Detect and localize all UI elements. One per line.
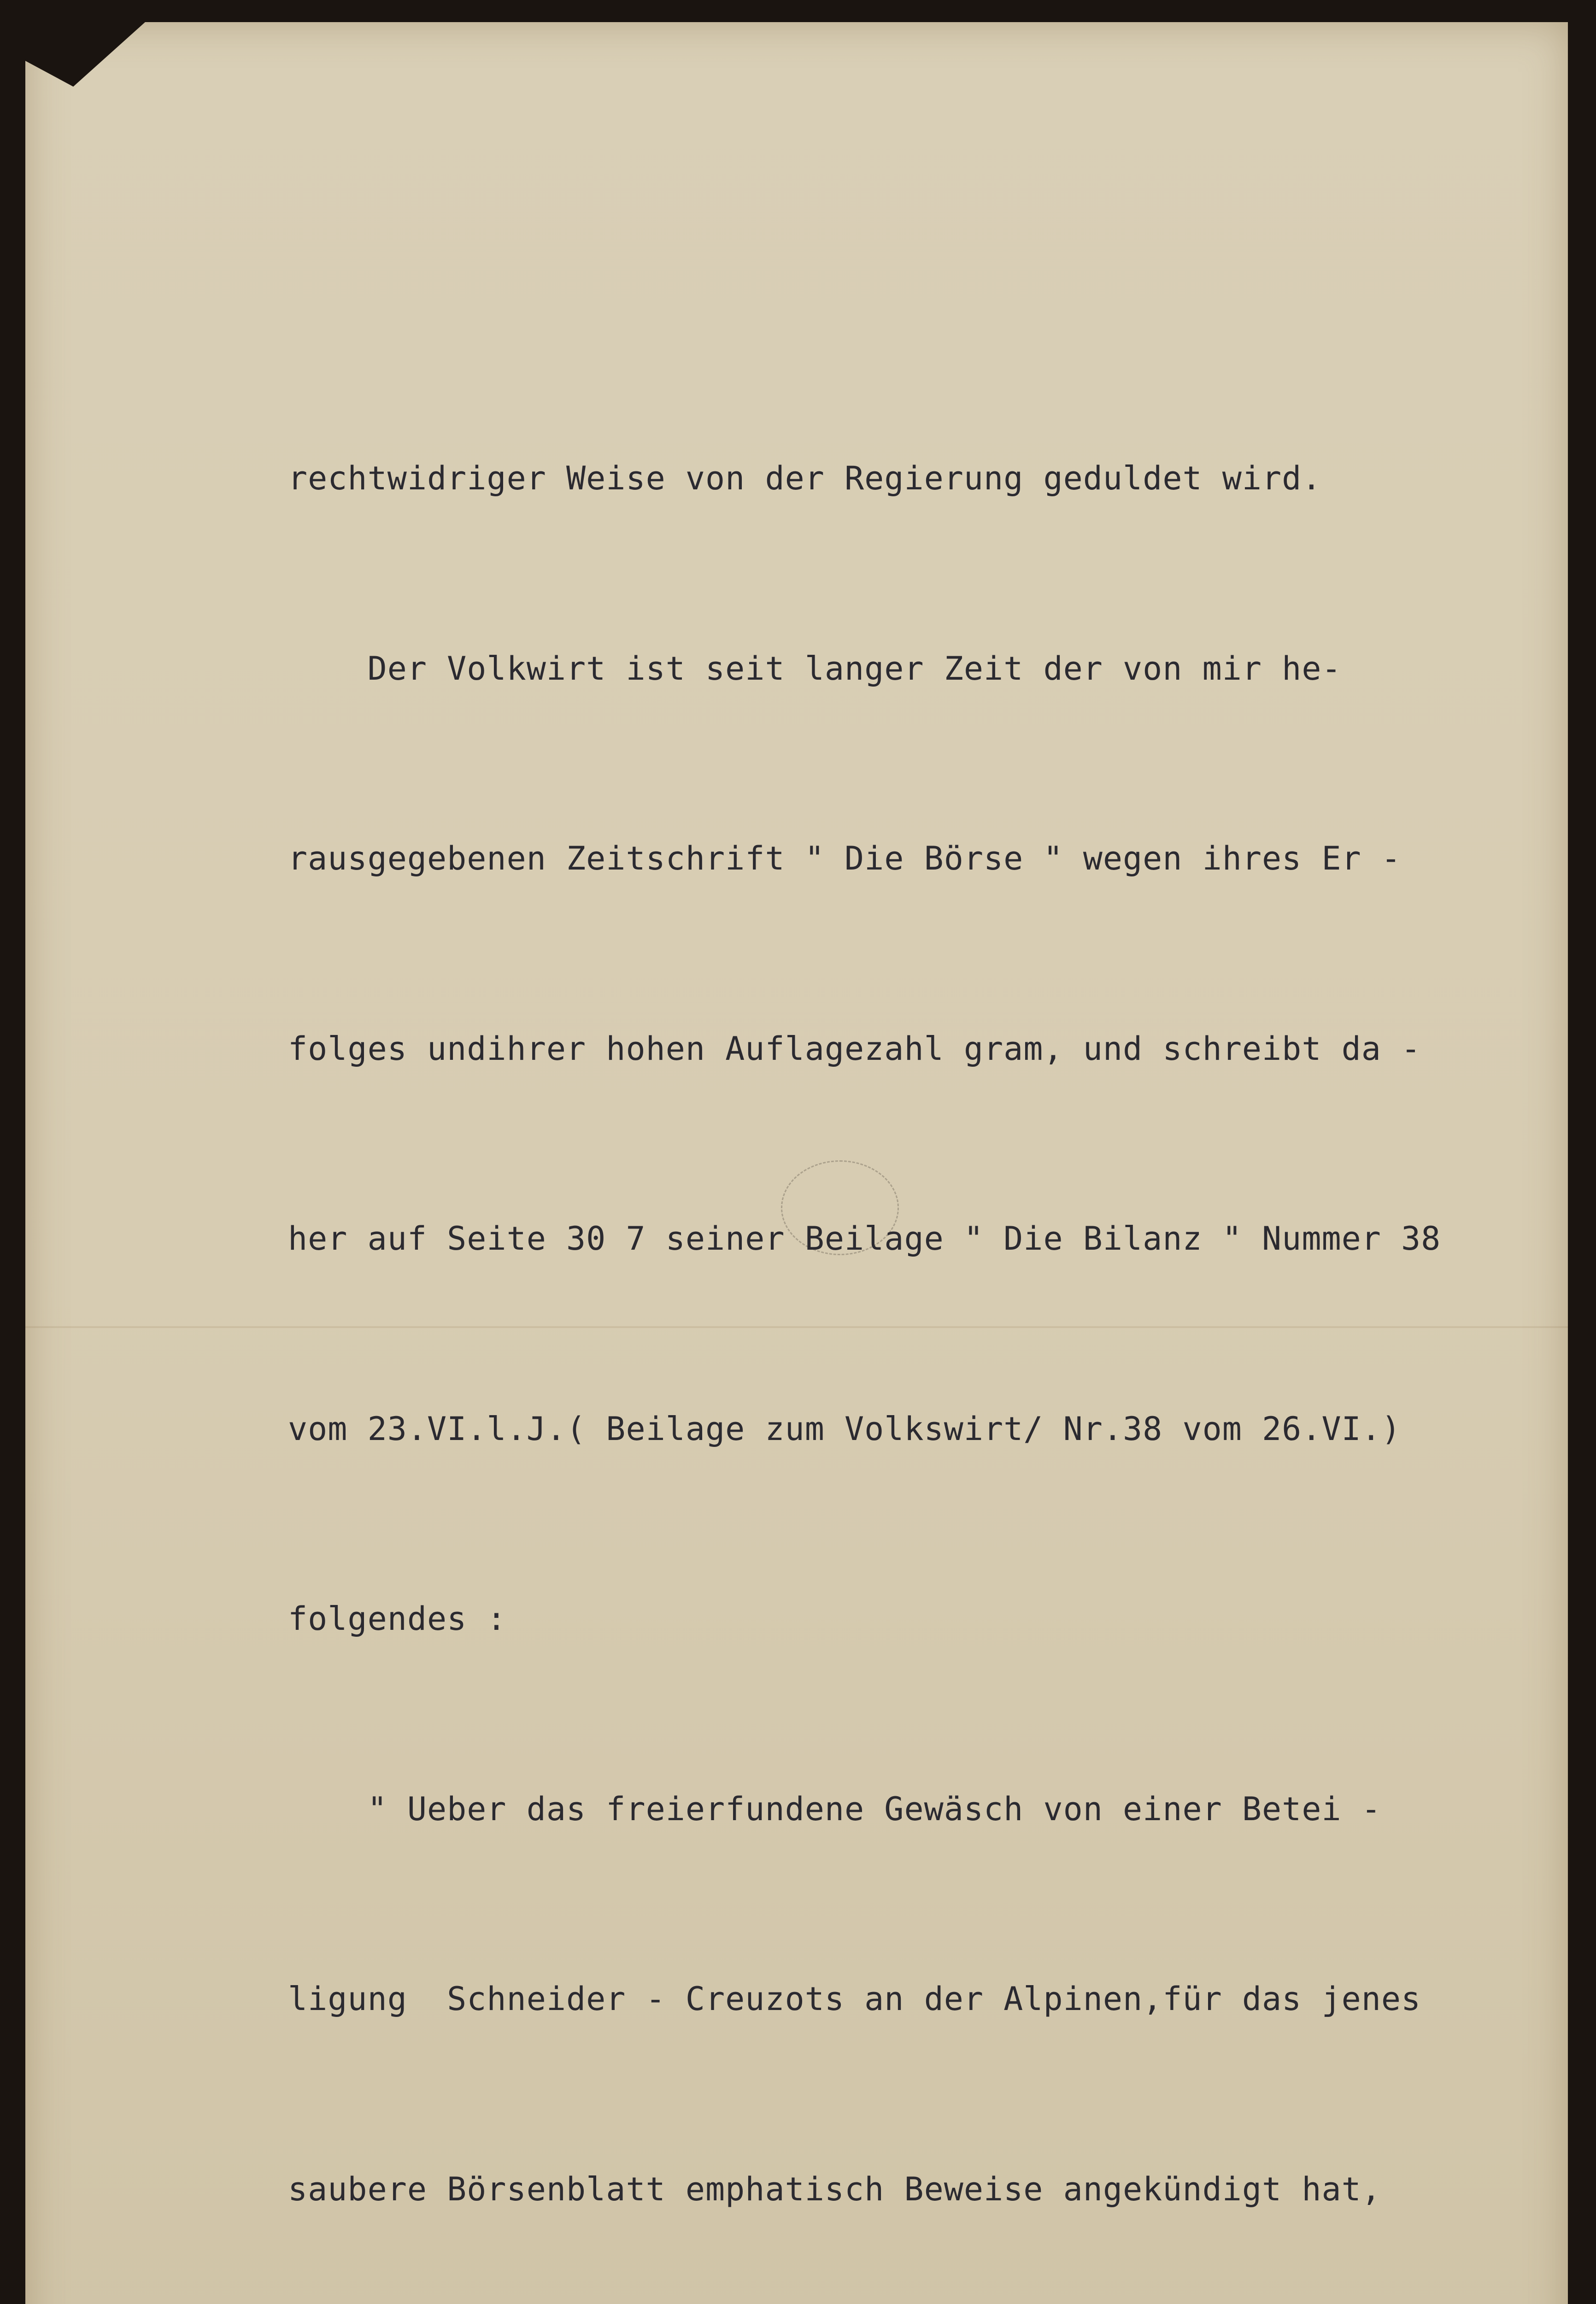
text-line: saubere Börsenblatt emphatisch Beweise angekündigt hat, bbox=[288, 2170, 1381, 2208]
text-line: " Ueber das freierfundene Gewäsch von einer Betei - bbox=[288, 1790, 1381, 1828]
typewritten-text bbox=[288, 320, 1532, 2304]
text-line: folgendes : bbox=[288, 1600, 507, 1638]
text-line: vom 23.VI.l.J.( Beilage zum Volkswirt/ Nr.38 vom 26.VI.) bbox=[288, 1410, 1402, 1448]
text-line: rausgegebenen Zeitschrift " Die Börse " wegen ihres Er - bbox=[288, 840, 1402, 877]
text-line: folges undihrer hohen Auflagezahl gram, und schreibt da - bbox=[288, 1029, 1421, 1068]
text-line: Der Volkwirt ist seit langer Zeit der von mir he- bbox=[288, 649, 1342, 688]
torn-corner bbox=[25, 22, 145, 87]
text-line: ligung Schneider - Creuzots an der Alpinen,für das jenes bbox=[288, 1980, 1421, 2018]
text-line: rechtwidriger Weise von der Regierung geduldet wird. bbox=[288, 459, 1322, 497]
text-line: her auf Seite 30 7 seiner Beilage " Die Bilanz " Nummer 38 bbox=[288, 1220, 1441, 1258]
